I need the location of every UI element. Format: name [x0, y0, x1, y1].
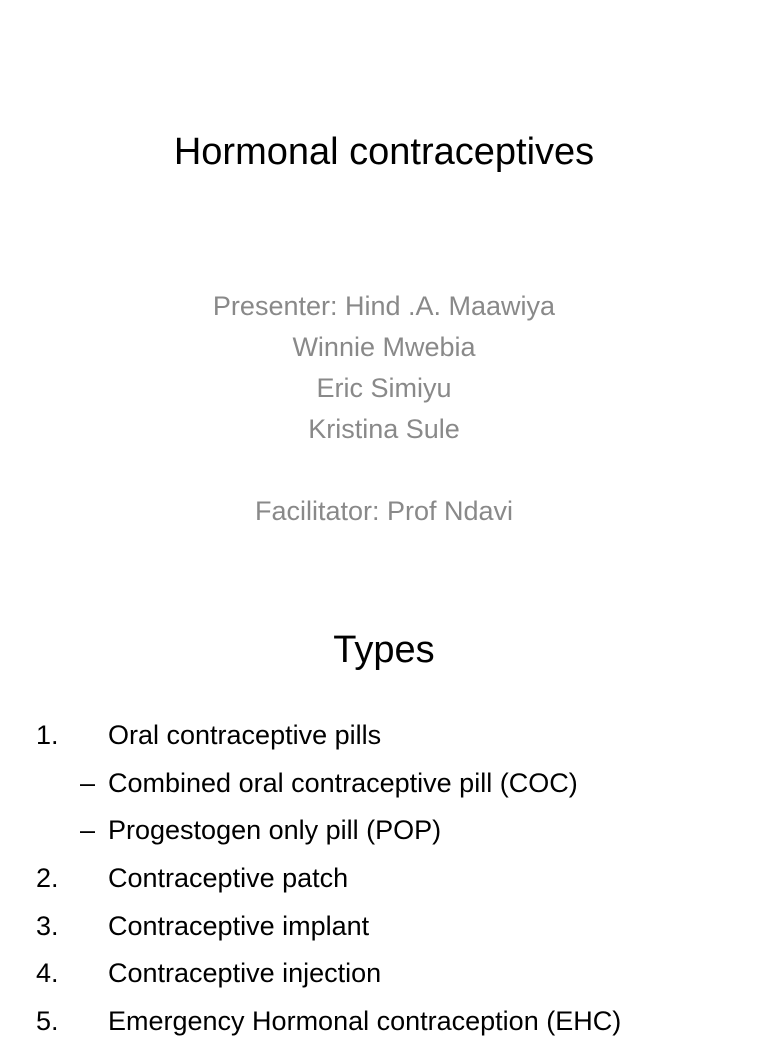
- list-item: [0, 712, 768, 760]
- list-number: 5.: [36, 1006, 59, 1037]
- list-dash: –: [80, 815, 96, 846]
- types-list: [0, 712, 768, 1046]
- list-number: 4.: [36, 958, 59, 989]
- list-item: [0, 903, 768, 951]
- types-heading: Types: [333, 629, 435, 671]
- presenter-line: Kristina Sule: [308, 414, 460, 444]
- list-item: [0, 950, 768, 998]
- list-item-text: Oral contraceptive pills: [108, 720, 382, 750]
- list-item: [0, 855, 768, 903]
- list-item: [0, 998, 768, 1046]
- presenter-line: Winnie Mwebia: [292, 332, 476, 362]
- slide-title: Hormonal contraceptives: [173, 131, 595, 173]
- list-number: 2.: [36, 863, 59, 894]
- presenter-line: Eric Simiyu: [316, 373, 452, 403]
- list-item-text: Emergency Hormonal contraception (EHC): [108, 1006, 622, 1037]
- list-number: 3.: [36, 910, 59, 941]
- list-dash: –: [80, 767, 96, 798]
- list-item: [0, 807, 768, 855]
- list-item-text: Progestogen only pill (POP): [108, 815, 442, 846]
- facilitator-line: Facilitator: Prof Ndavi: [254, 496, 514, 526]
- list-item-text: Contraceptive implant: [108, 910, 370, 941]
- presenter-list: [0, 286, 768, 450]
- list-item-text: Contraceptive patch: [108, 863, 349, 894]
- list-item: [0, 760, 768, 808]
- presenter-line: Presenter: Hind .A. Maawiya: [212, 291, 556, 321]
- list-item-text: Combined oral contraceptive pill (COC): [108, 767, 578, 798]
- list-item-text: Contraceptive injection: [108, 958, 382, 989]
- list-number: 1.: [36, 720, 59, 750]
